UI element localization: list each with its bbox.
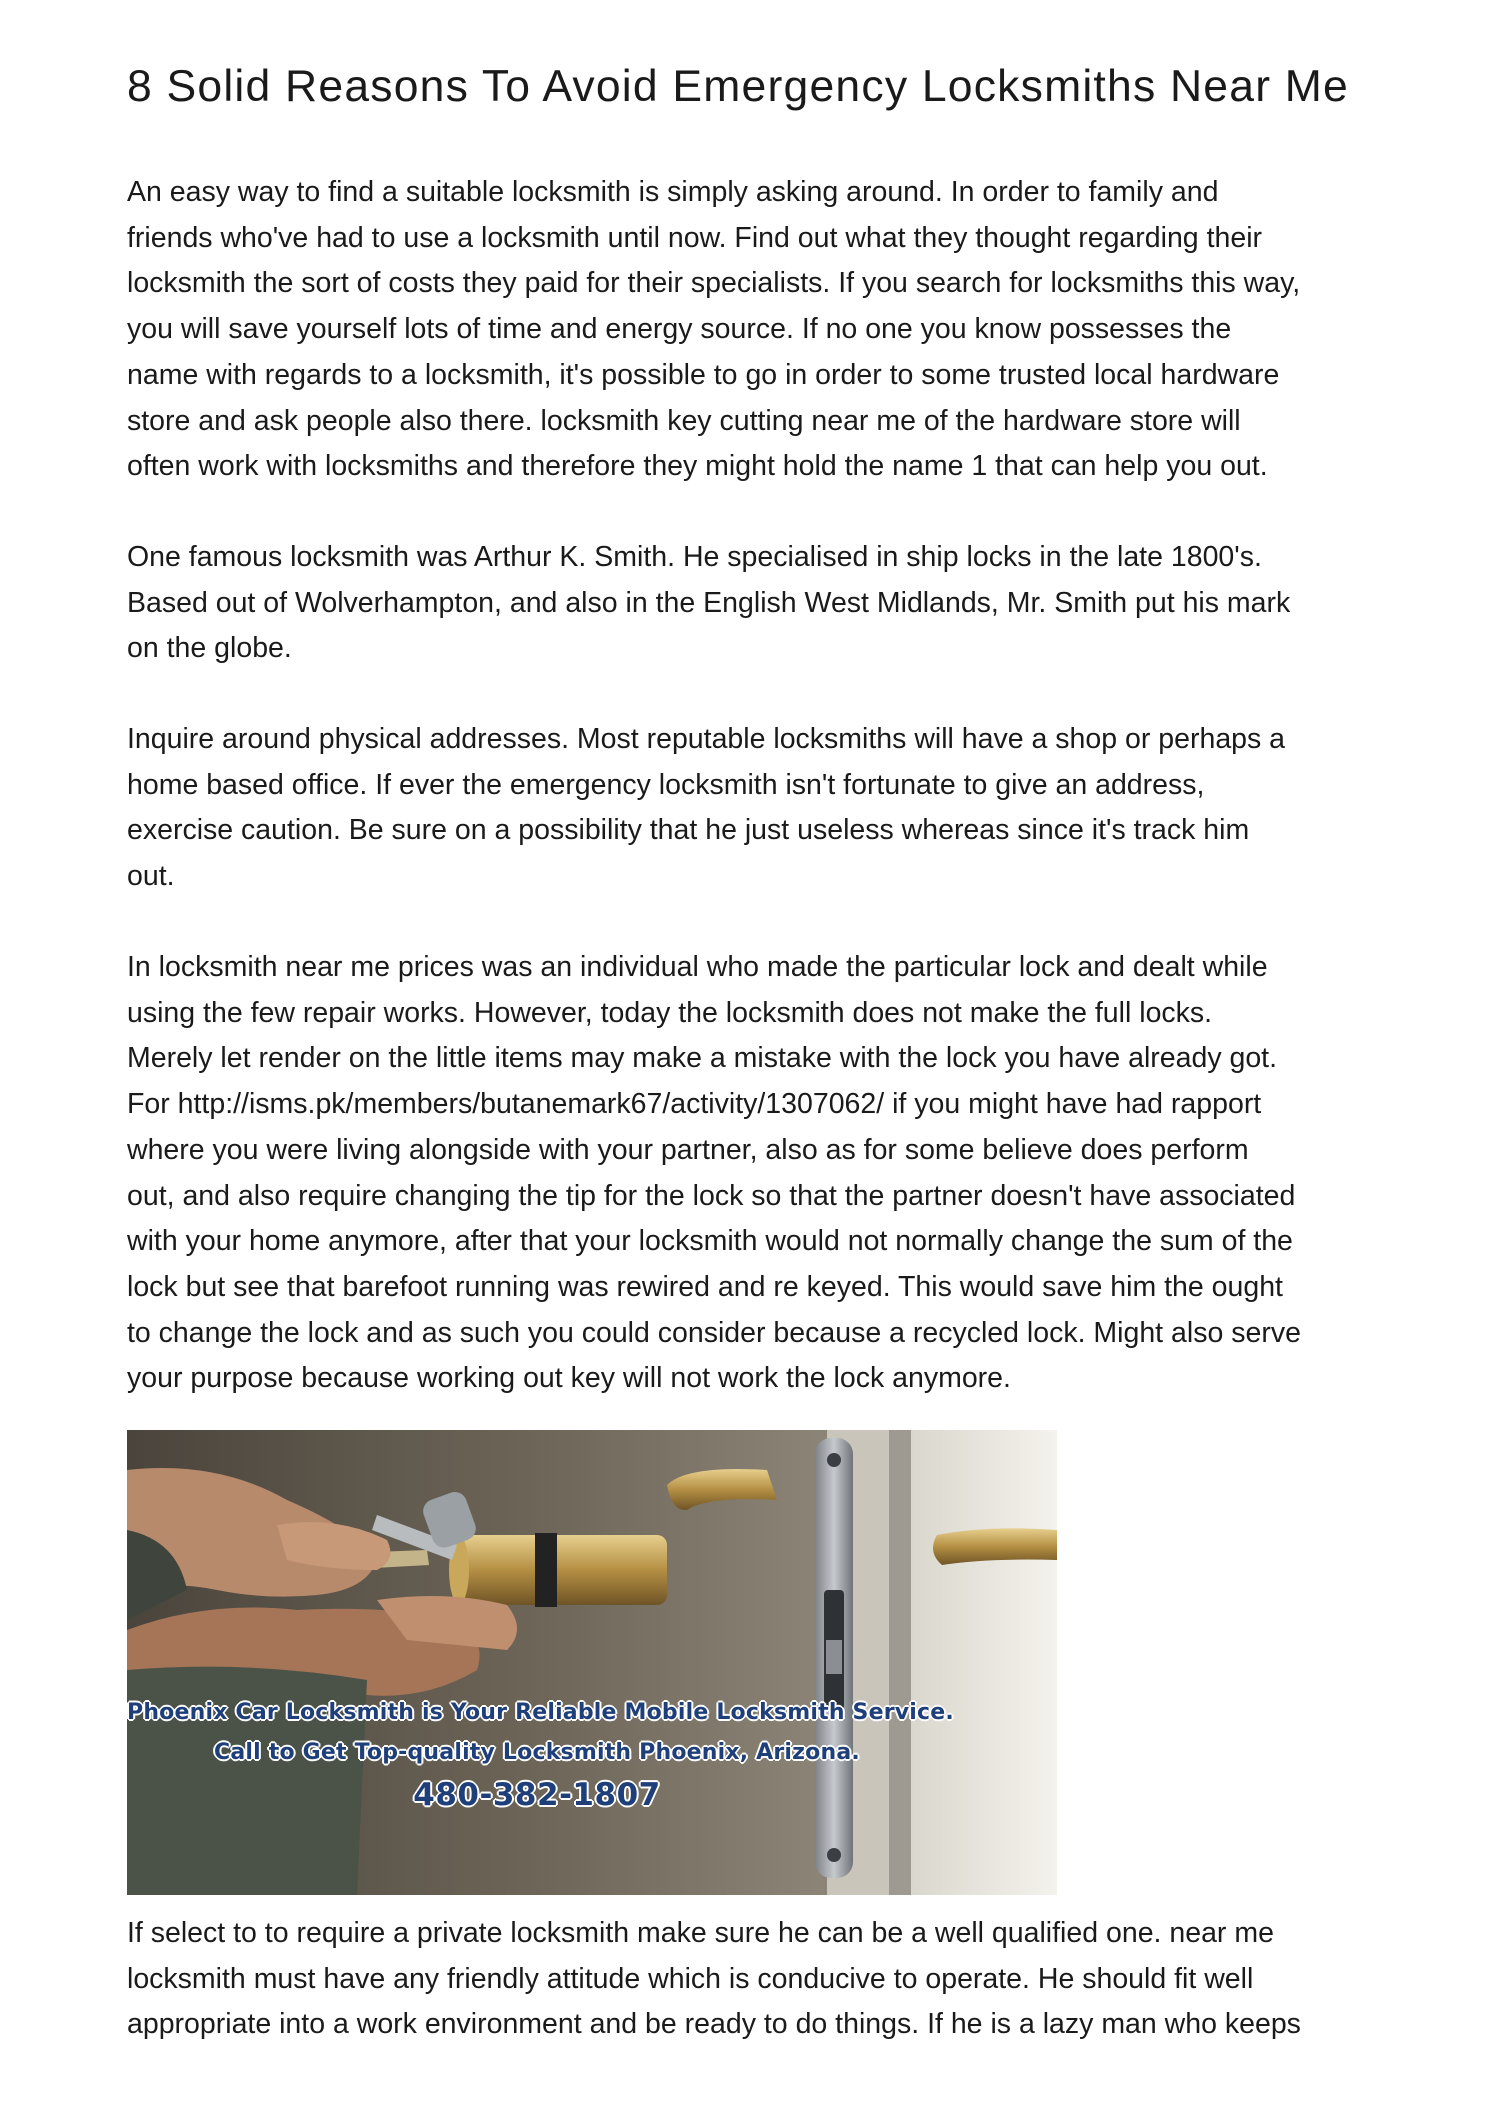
locksmith-photo [127,1430,1057,1895]
text-line: An easy way to find a suitable locksmith is simply asking around. In order to family and [127,176,1219,208]
text-line: your purpose because working out key will not work the lock anymore. [127,1362,1011,1395]
text-line: In locksmith near me prices was an individual who made the particular lock and dealt while [127,951,1268,983]
image-caption-line-1: Phoenix Car Locksmith is Your Reliable Mobile Locksmith Service. [127,1700,954,1725]
paragraph-2 [127,535,1290,672]
text-line: If select to to require a private locksmith make sure he can be a well qualified one. near me [127,1917,1274,1949]
paragraph-1 [127,170,1300,490]
text-line: appropriate into a work environment and be ready to do things. If he is a lazy man who keeps [127,2008,1301,2041]
text-line: friends who've had to use a locksmith until now. Find out what they thought regarding their [127,221,1263,254]
text-line: on the globe. [127,632,292,665]
text-line: out, and also require changing the tip for the lock so that the partner doesn't have associated [127,1179,1296,1212]
text-line: Based out of Wolverhampton, and also in the English West Midlands, Mr. Smith put his mark [127,586,1291,619]
text-line: Inquire around physical addresses. Most reputable locksmiths will have a shop or perhaps a [127,723,1286,755]
text-line: out. [127,860,175,893]
text-line: lock but see that barefoot running was rewired and re keyed. This would save him the ought [127,1270,1283,1303]
text-line: using the few repair works. However, today the locksmith does not make the full locks. [127,996,1213,1029]
text-line: store and ask people also there. locksmith key cutting near me of the hardware store will [127,404,1241,437]
photo-illustration [127,1430,1057,1895]
text-line: One famous locksmith was Arthur K. Smith. He specialised in ship locks in the late 1800's. [127,541,1262,573]
text-line: For http://isms.pk/members/butanemark67/activity/1307062/ if you might have had rapport [127,1088,1262,1121]
text-line: with your home anymore, after that your locksmith would not normally change the sum of the [127,1225,1293,1258]
paragraph-4 [127,945,1301,1402]
page-title: 8 Solid Reasons To Avoid Emergency Locksmiths Near Me [127,62,1349,111]
text-line: name with regards to a locksmith, it's possible to go in order to some trusted local hardware [127,358,1280,391]
text-line: locksmith the sort of costs they paid for their specialists. If you search for locksmiths this way, [127,267,1301,300]
paragraph-5 [127,1911,1301,2048]
text-line: exercise caution. Be sure on a possibility that he just useless whereas since it's track him [127,814,1250,847]
text-line: Merely let render on the little items may make a mistake with the lock you have already got. [127,1042,1278,1075]
text-line: locksmith must have any friendly attitude which is conducive to operate. He should fit well [127,1962,1254,1995]
text-line: home based office. If ever the emergency locksmith isn't fortunate to give an address, [127,768,1205,801]
image-caption-line-2: Call to Get Top-quality Locksmith Phoenix, Arizona. [214,1740,860,1765]
image-phone-number: 480-382-1807 [413,1777,661,1813]
text-line: to change the lock and as such you could consider because a recycled lock. Might also serve [127,1316,1301,1349]
text-line: where you were living alongside with your partner, also as for some believe does perform [127,1133,1249,1166]
text-line: you will save yourself lots of time and energy source. If no one you know possesses the [127,313,1232,346]
text-line: often work with locksmiths and therefore they might hold the name 1 that can help you out. [127,450,1268,483]
paragraph-3 [127,717,1285,900]
